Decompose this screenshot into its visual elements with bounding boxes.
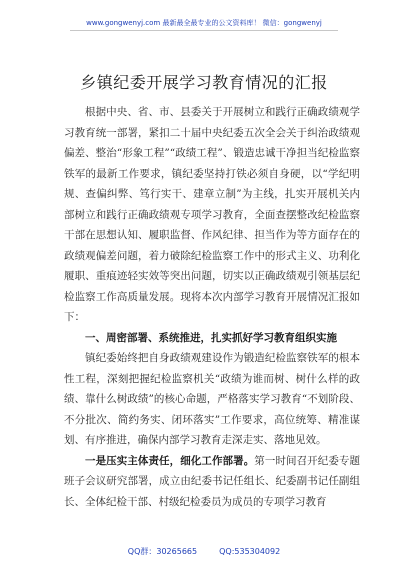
header-divider bbox=[70, 30, 338, 31]
intro-paragraph: 根据中央、省、市、县委关于开展树立和践行正确政绩观学习教育统一部署，紧扣二十届中央纪委五次全会关于纠治政绩观偏差、整治“形象工程”“政绩工程”、锻造忠诚干净担当纪检监察铁军的最新工作要求，镇纪委坚持打铁必须自身硬，以“学纪明规、查偏纠弊、笃行实干、建章立制”为主线，扎实开展机关内部树立和践行正确政绩观专项学习教育，全面查摆整改纪检监察干部在思想认知、履职监督、作风纪律、担当作为等方面存在的政绩观偏差问题，着力破除纪检监察工作中的形式主义、功利化履职、重痕迹轻实效等突出问题，切实以正确政绩观引领基层纪检监察工作高质量发展。现将本次内部学习教育开展情况汇报如下： bbox=[64, 106, 360, 323]
document-title: 乡镇纪委开展学习教育情况的汇报 bbox=[80, 73, 328, 92]
section-paragraph: 镇纪委始终把自身政绩观建设作为锻造纪检监察铁军的根本性工程，深刻把握纪检监察机关“政绩为谁而树、树什么样的政绩、靠什么树政绩”的核心命题，严格落实学习教育“不划阶段、不分批次、简约务实、闭环落实”工作要求，高位统筹、精准谋划、有序推进，确保内部学习教育走深走实、落地见效。 bbox=[64, 352, 360, 446]
section-heading: 一、周密部署、系统推进，扎实抓好学习教育组织实施 bbox=[85, 331, 337, 344]
header-text: www.gongwenyj.com 最新最全最专业的公文资料库！ 微信：gongwenyj bbox=[86, 19, 322, 27]
subsection-text: 第一时间召开纪委专题班子会议研究部署，成立由纪委书记任组长、纪委副书记任副组长、全体纪检干部、村级纪检委员为成员的专项学习教育 bbox=[64, 454, 361, 508]
document-body bbox=[64, 102, 360, 512]
site-header bbox=[0, 18, 408, 28]
subsection-paragraph bbox=[64, 451, 360, 513]
footer-qq: QQ:535304092 bbox=[219, 547, 281, 556]
footer-qq-group: QQ群：30265665 bbox=[127, 547, 198, 556]
subsection-lead: 一是压实主体责任，细化工作部署。 bbox=[85, 454, 255, 467]
site-footer bbox=[0, 546, 408, 557]
